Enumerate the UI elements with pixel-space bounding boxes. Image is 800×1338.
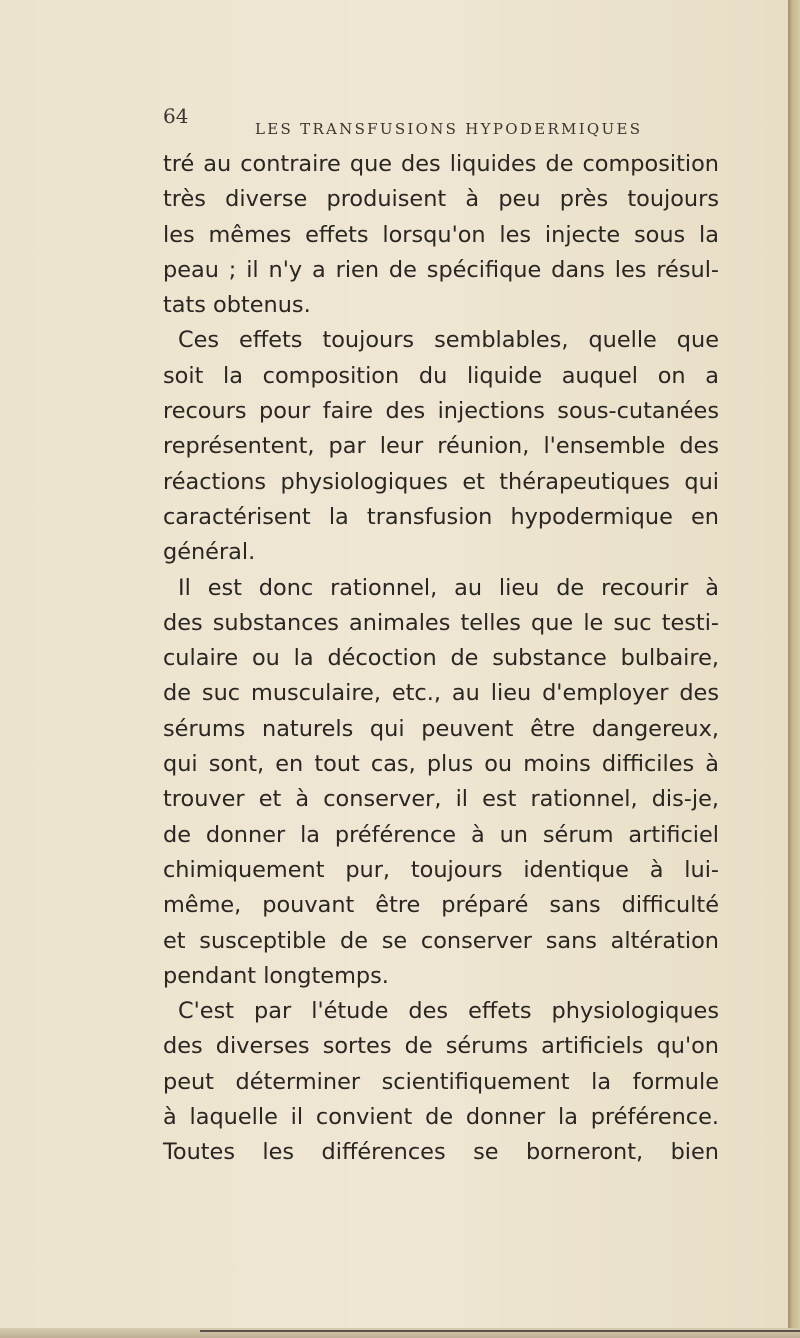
page-number: 64 [163, 104, 189, 128]
text-line: Il est donc rationnel, au lieu de recourir à [178, 574, 719, 601]
text-line: réactions physiologiques et thérapeutiques qui [163, 468, 719, 495]
text-line: même, pouvant être préparé sans difficulté [163, 892, 719, 919]
text-line: Toutes les différences se borneront, bien [163, 1139, 719, 1166]
running-head: LES TRANSFUSIONS HYPODERMIQUES [255, 120, 643, 138]
text-line: de donner la préférence à un sérum artificiel [163, 821, 719, 848]
text-line: culaire ou la décoction de substance bulbaire, [163, 645, 719, 672]
paragraph [163, 147, 719, 323]
text-line: pendant longtemps. [163, 962, 389, 989]
paragraph [163, 994, 719, 1170]
text-line: des substances animales telles que le suc testi- [163, 609, 719, 636]
text-line: des diverses sortes de sérums artificiels qu'on [163, 1033, 719, 1060]
text-line: général. [163, 539, 256, 566]
text-line: Ces effets toujours semblables, quelle que [178, 327, 719, 354]
text-line: et susceptible de se conserver sans altération [163, 927, 719, 954]
text-line: peut déterminer scientifiquement la formule [163, 1068, 719, 1095]
text-line: trouver et à conserver, il est rationnel, dis-je, [163, 786, 719, 813]
text-line: peau ; il n'y a rien de spécifique dans les résul- [163, 256, 719, 283]
body-text [163, 147, 719, 1171]
page-bottom-edge [0, 1328, 800, 1338]
text-line: représentent, par leur réunion, l'ensemble des [163, 433, 719, 460]
paragraph [163, 571, 719, 995]
text-line: très diverse produisent à peu près toujours [163, 186, 719, 213]
book-spine-edge [788, 0, 800, 1338]
text-line: à laquelle il convient de donner la préférence. [163, 1104, 719, 1131]
text-line: de suc musculaire, etc., au lieu d'employer des [163, 680, 719, 707]
text-line: les mêmes effets lorsqu'on les injecte sous la [163, 221, 719, 248]
text-line: recours pour faire des injections sous-cutanées [163, 398, 719, 425]
text-line: sérums naturels qui peuvent être dangereux, [163, 715, 719, 742]
text-line: C'est par l'étude des effets physiologiques [178, 998, 719, 1025]
text-line: chimiquement pur, toujours identique à lui- [163, 856, 719, 883]
text-line: tré au contraire que des liquides de composition [163, 151, 719, 177]
text-line: soit la composition du liquide auquel on a [163, 362, 719, 389]
text-line: qui sont, en tout cas, plus ou moins difficiles à [163, 751, 719, 778]
text-line: caractérisent la transfusion hypodermique en [163, 503, 719, 530]
paragraph [163, 323, 719, 570]
text-line: tats obtenus. [163, 292, 311, 319]
